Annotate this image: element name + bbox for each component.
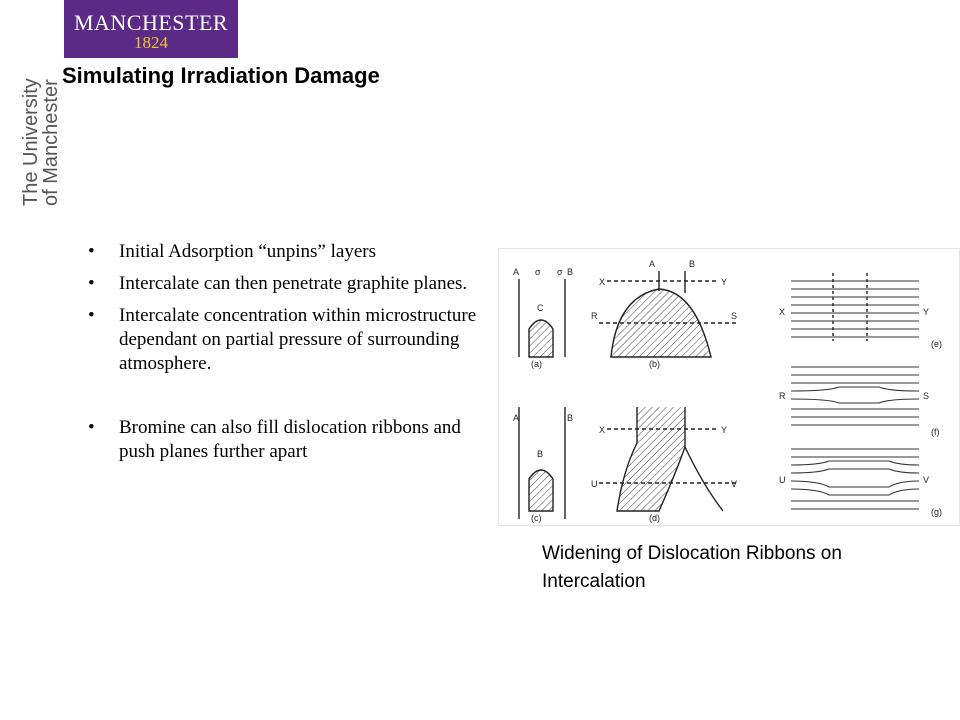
svg-text:(c): (c) [531,513,542,523]
svg-text:Y: Y [721,425,728,435]
university-logo [64,0,238,58]
bullet-item: • Intercalate concentration within microstructure dependant on partial pressure of surrounding atmosphere. [88,305,477,374]
svg-text:(d): (d) [649,513,660,523]
svg-text:X: X [599,425,606,435]
figure-caption: Widening of Dislocation Ribbons on Intercalation [542,543,842,592]
wordmark-line-2: of Manchester [40,79,62,206]
svg-text:C: C [537,303,544,313]
svg-text:V: V [923,475,930,485]
svg-text:(e): (e) [931,339,942,349]
svg-text:A: A [513,413,520,423]
svg-text:B: B [689,259,696,269]
university-vertical-wordmark [21,46,61,206]
wordmark-line-1: The University [20,78,42,206]
svg-text:X: X [599,277,606,287]
svg-text:S: S [731,311,738,321]
svg-text:B: B [567,413,574,423]
svg-text:(g): (g) [931,507,942,517]
svg-text:(b): (b) [649,359,660,369]
svg-text:A: A [649,259,656,269]
figure-drawing [499,249,959,525]
logo-name: MANCHESTER [73,10,229,35]
svg-text:X: X [779,307,786,317]
bullet-item: • Intercalate can then penetrate graphite planes. [88,273,468,294]
slide-title: Simulating Irradiation Damage [62,63,380,88]
svg-text:(a): (a) [531,359,542,369]
svg-text:Y: Y [721,277,728,287]
logo-year: 1824 [134,33,168,52]
svg-text:R: R [591,311,598,321]
svg-text:R: R [779,391,786,401]
bullet-item: • Bromine can also fill dislocation ribbons and push planes further apart [88,417,461,462]
svg-text:S: S [923,391,930,401]
svg-text:U: U [591,479,598,489]
svg-text:(f): (f) [931,427,940,437]
svg-text:A: A [513,267,520,277]
dislocation-ribbon-figure [498,248,960,526]
bullet-item: • Initial Adsorption “unpins” layers [88,241,376,262]
svg-text:Y: Y [923,307,930,317]
bullet-list [88,240,498,472]
svg-text:U: U [779,475,786,485]
svg-text:σ: σ [535,267,541,277]
svg-text:B: B [567,267,574,277]
svg-text:V: V [731,479,738,489]
svg-text:B: B [537,449,544,459]
svg-text:σ: σ [557,267,563,277]
